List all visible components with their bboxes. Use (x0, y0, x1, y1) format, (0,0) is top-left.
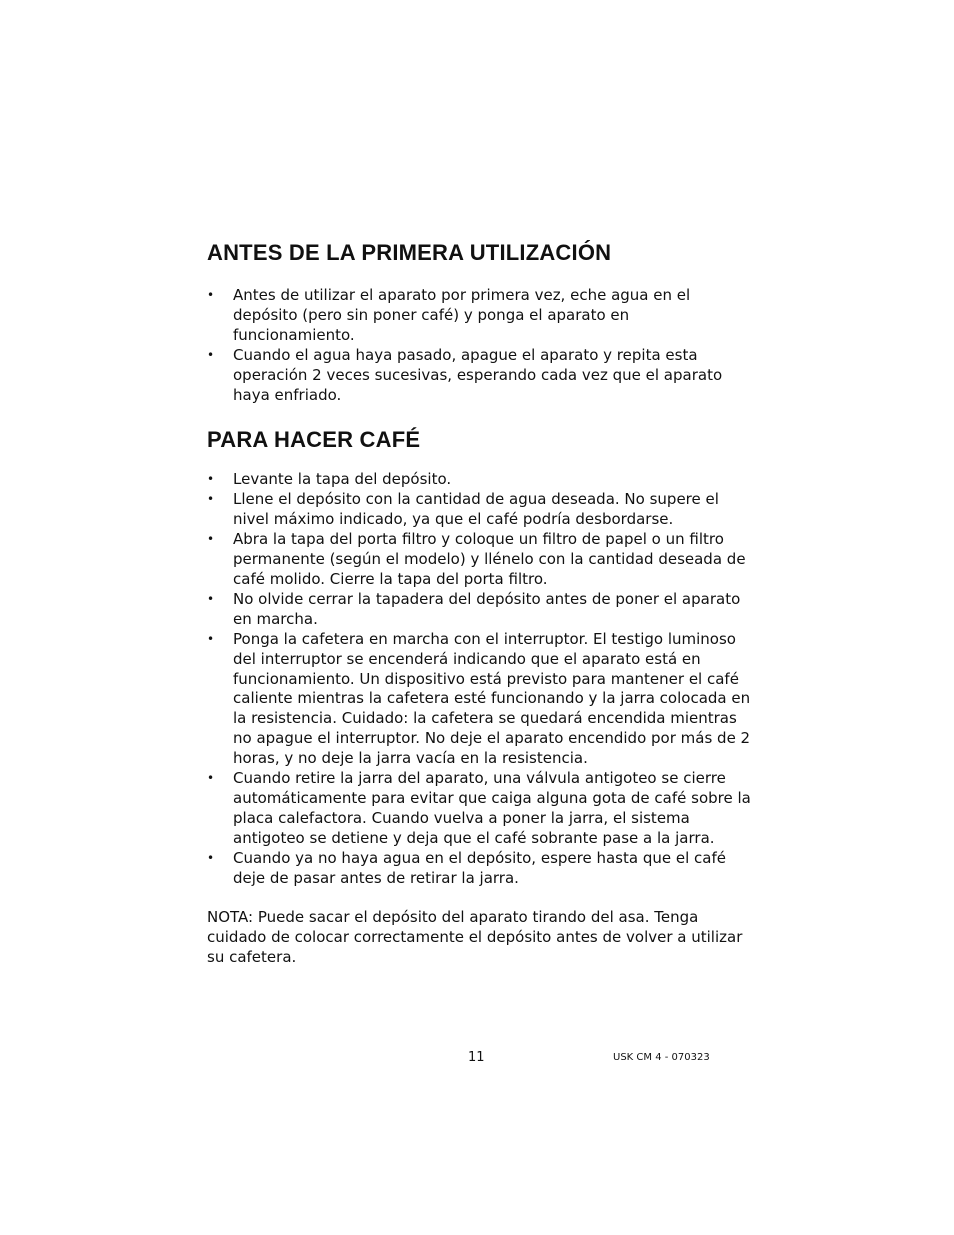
list-item (207, 630, 752, 769)
list-item (207, 530, 752, 590)
section-title-first-use: ANTES DE LA PRIMERA UTILIZACIÓN (207, 240, 612, 265)
bullet-icon: • (207, 532, 215, 547)
section-title-make-coffee: PARA HACER CAFÉ (207, 427, 421, 453)
bullet-icon: • (207, 850, 215, 865)
list-item-text: No olvide cerrar la tapadera del depósito antes de poner el aparato en marcha. (233, 589, 741, 628)
list-item (207, 769, 752, 849)
list-item-text: Cuando ya no haya agua en el depósito, espere hasta que el café deje de pasar antes de retirar la jarra. (233, 848, 726, 887)
list-item-text: Antes de utilizar el aparato por primera vez, eche agua en el depósito (pero sin poner café) y ponga el aparato en funcionamiento. (233, 286, 691, 344)
list-item (207, 490, 752, 530)
document-code: USK CM 4 - 070323 (613, 1052, 710, 1063)
first-use-list (207, 286, 752, 405)
list-item-text: Llene el depósito con la cantidad de agua deseada. No supere el nivel máximo indicado, ya que el café podría desbordarse. (233, 490, 719, 529)
bullet-icon: • (207, 771, 215, 786)
bullet-icon: • (207, 591, 215, 606)
bullet-icon: • (207, 288, 215, 302)
document-body (207, 240, 752, 968)
bullet-icon: • (207, 347, 215, 362)
list-item-text: Levante la tapa del depósito. (233, 470, 452, 489)
list-item (207, 849, 752, 889)
bullet-icon: • (207, 492, 215, 507)
note-paragraph: NOTA: Puede sacar el depósito del aparato tirando del asa. Tenga cuidado de colocar correctamente el depósito antes de volver a utilizar su cafetera. (207, 908, 743, 967)
page-number: 11 (468, 1050, 485, 1065)
list-item (207, 286, 752, 346)
bullet-icon: • (207, 631, 215, 646)
list-item-text: Cuando retire la jarra del aparato, una válvula antigoteo se cierre automáticamente para evitar que caiga alguna gota de café sobre la placa calefactora. Cuando vuelva a poner la jarra, el sistema antigoteo se detiene y deja que el café sobrante pase a la jarra. (233, 769, 751, 847)
list-item (207, 590, 752, 630)
list-item-text: Abra la tapa del porta filtro y coloque un filtro de papel o un filtro permanente (según el modelo) y llénelo con la cantidad deseada de café molido. Cierre la tapa del porta filtro. (233, 530, 746, 588)
make-coffee-list (207, 470, 752, 888)
list-item-text: Ponga la cafetera en marcha con el interruptor. El testigo luminoso del interruptor se encenderá indicando que el aparato está en funcionamiento. Un dispositivo está previsto para mantener el café caliente mientras la cafetera esté funcionando y la jarra colocada en la resistencia. Cuidado: la cafetera se quedará encendida mientras no apague el interruptor. No deje el aparato encendido por más de 2 horas, y no deje la jarra vacía en la resistencia. (233, 629, 751, 768)
list-item (207, 346, 752, 406)
list-item-text: Cuando el agua haya pasado, apague el aparato y repita esta operación 2 veces sucesivas, esperando cada vez que el aparato haya enfriado. (233, 345, 723, 404)
list-item (207, 470, 752, 490)
bullet-icon: • (207, 472, 215, 487)
